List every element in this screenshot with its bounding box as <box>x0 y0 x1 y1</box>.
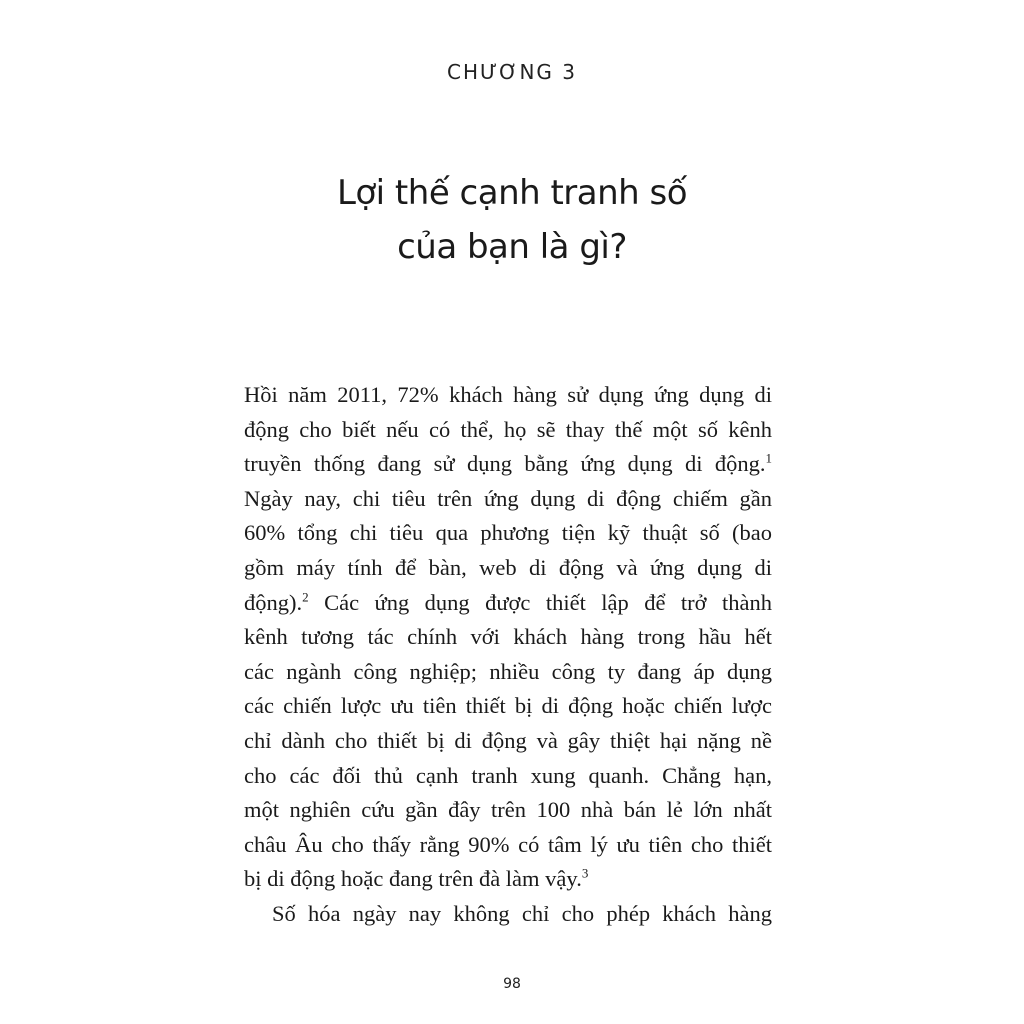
text-line: kênh tương tác chính với khách hàng trong hầu hết <box>244 624 772 650</box>
chapter-title-line: Lợi thế cạnh tranh số <box>336 173 688 213</box>
text-line: Số hóa ngày nay không chỉ cho phép khách hàng <box>272 900 772 926</box>
text-line: Hồi năm 2011, 72% khách hàng sử dụng ứng dụng di <box>244 382 772 407</box>
text-line: các chiến lược ưu tiên thiết bị di động hoặc chiến lược <box>244 693 772 719</box>
text-line: truyền thống đang sử dụng bằng ứng dụng di động.$^1$ <box>244 450 772 477</box>
text-line: các ngành công nghiệp; nhiều công ty đang áp dụng <box>244 658 772 684</box>
footnote-marker: 2 <box>302 589 309 605</box>
text-line: châu Âu cho thấy rằng 90% có tâm lý ưu tiên cho thiết <box>244 831 772 857</box>
text-line: động cho biết nếu có thể, họ sẽ thay thế một số kênh <box>244 416 772 442</box>
chapter-title-line: của bạn là gì? <box>397 227 627 267</box>
text-line: gồm máy tính để bàn, web di động và ứng dụng di <box>244 554 772 580</box>
text-line: Ngày nay, chi tiêu trên ứng dụng di động chiếm gần <box>244 485 772 511</box>
text-line: bị di động hoặc đang trên đà làm vậy.$^3$ <box>244 865 589 892</box>
footnote-marker: 3 <box>581 865 589 881</box>
text-line: một nghiên cứu gần đây trên 100 nhà bán lẻ lớn nhất <box>244 797 772 823</box>
text-line: động).$^2$ Các ứng dụng được thiết lập để trở thành <box>244 589 772 615</box>
footnote-marker: 1 <box>765 450 772 466</box>
text-line: chỉ dành cho thiết bị di động và gây thiệt hại nặng nề <box>244 727 772 753</box>
chapter-title <box>0 166 1024 274</box>
body-text <box>244 378 772 932</box>
chapter-label: CHƯƠNG 3 <box>447 60 577 84</box>
text-line: 60% tổng chi tiêu qua phương tiện kỹ thuật số (bao <box>244 520 772 546</box>
page-number: 98 <box>503 976 521 992</box>
text-line: cho các đối thủ cạnh tranh xung quanh. Chẳng hạn, <box>244 762 772 788</box>
